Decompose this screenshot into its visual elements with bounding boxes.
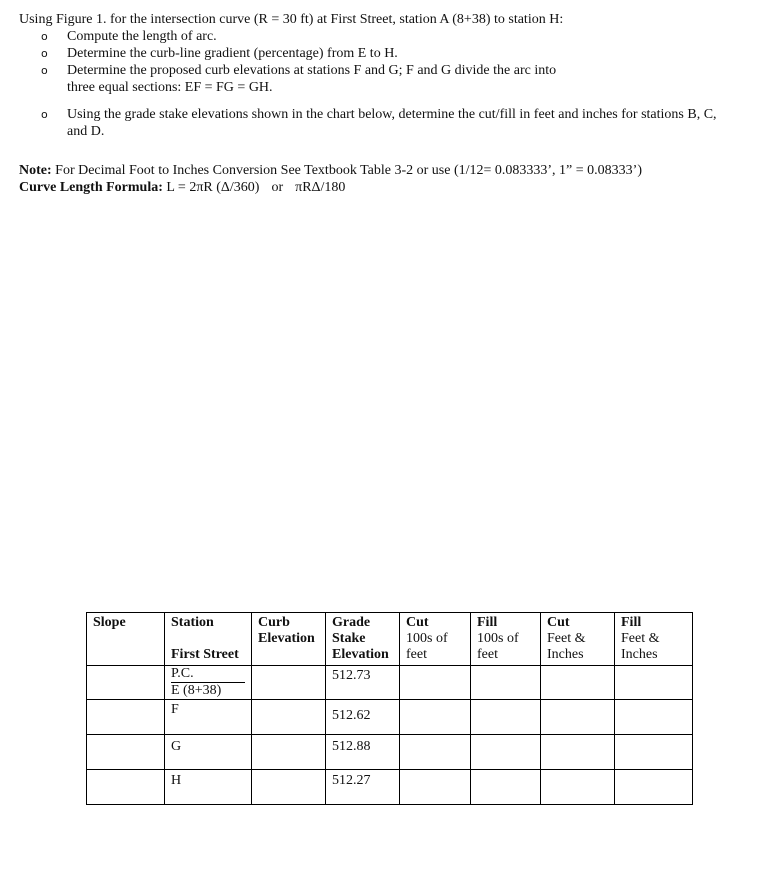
header-cut-100s: Cut 100s of feet <box>400 613 471 666</box>
table-row <box>87 735 693 770</box>
header-cut-feet-inches: Cut Feet & Inches <box>541 613 615 666</box>
curb-elevation-cell[interactable] <box>252 700 326 735</box>
note-text: For Decimal Foot to Inches Conversion See Textbook Table 3-2 or use (1/12= 0.083333’, 1” = 0.08333’) <box>55 163 642 178</box>
grade-stake-cell: 512.27 <box>326 770 400 805</box>
cut-100s-cell[interactable] <box>400 700 471 735</box>
formula-one: L = 2πR (Δ/360) <box>166 180 260 195</box>
cut-feet-inches-cell[interactable] <box>541 700 615 735</box>
fill-100s-cell[interactable] <box>471 735 541 770</box>
fill-feet-inches-cell[interactable] <box>615 700 693 735</box>
grade-stake-cell: 512.62 <box>326 700 400 735</box>
formula-or: or <box>271 180 284 195</box>
station-cell: F <box>165 700 252 735</box>
cut-100s-cell[interactable] <box>400 735 471 770</box>
header-fill-100s: Fill 100s of feet <box>471 613 541 666</box>
curve-formula <box>19 179 759 196</box>
slope-cell[interactable] <box>87 666 165 700</box>
header-grade-stake: Grade Stake Elevation <box>326 613 400 666</box>
task-item <box>19 62 759 96</box>
bullet-icon: o <box>41 64 48 77</box>
station-cell: H <box>165 770 252 805</box>
task-text-continued: three equal sections: EF = FG = GH. <box>67 80 273 95</box>
table-row <box>87 666 693 700</box>
task-text: Compute the length of arc. <box>67 29 217 44</box>
task-item <box>19 106 759 140</box>
cut-feet-inches-cell[interactable] <box>541 770 615 805</box>
header-station-street: First Street <box>171 647 239 662</box>
fill-100s-cell[interactable] <box>471 666 541 700</box>
intro-text: Using Figure 1. for the intersection curve (R = 30 ft) at First Street, station A (8+38) to station H: <box>19 12 564 27</box>
bullet-icon: o <box>41 108 48 121</box>
slope-cell[interactable] <box>87 700 165 735</box>
bullet-icon: o <box>41 30 48 43</box>
task-text-continued: and D. <box>67 124 105 139</box>
header-station: Station First Street <box>165 613 252 666</box>
task-text: Determine the curb-line gradient (percentage) from E to H. <box>67 46 398 61</box>
fill-feet-inches-cell[interactable] <box>615 735 693 770</box>
table-header-row <box>87 613 693 666</box>
curb-elevation-cell[interactable] <box>252 666 326 700</box>
grade-stake-cell: 512.73 <box>326 666 400 700</box>
table-row <box>87 700 693 735</box>
elevation-table <box>86 612 693 805</box>
cut-feet-inches-cell[interactable] <box>541 735 615 770</box>
task-item <box>19 28 759 45</box>
fill-feet-inches-cell[interactable] <box>615 666 693 700</box>
cut-100s-cell[interactable] <box>400 666 471 700</box>
header-fill-feet-inches: Fill Feet & Inches <box>615 613 693 666</box>
header-slope: Slope <box>87 613 165 666</box>
table-row <box>87 770 693 805</box>
slope-cell[interactable] <box>87 735 165 770</box>
header-curb-elevation: Curb Elevation <box>252 613 326 666</box>
formula-label: Curve Length Formula: <box>19 180 163 195</box>
grade-stake-cell: 512.88 <box>326 735 400 770</box>
station-cell: P.C. E (8+38) <box>165 666 252 700</box>
cut-100s-cell[interactable] <box>400 770 471 805</box>
bullet-icon: o <box>41 47 48 60</box>
slope-cell[interactable] <box>87 770 165 805</box>
fill-100s-cell[interactable] <box>471 700 541 735</box>
curb-elevation-cell[interactable] <box>252 735 326 770</box>
conversion-note <box>19 162 759 179</box>
fill-feet-inches-cell[interactable] <box>615 770 693 805</box>
task-text: Using the grade stake elevations shown in the chart below, determine the cut/fill in feet and inches for stations B, C, <box>67 107 717 122</box>
task-list <box>19 28 759 140</box>
curb-elevation-cell[interactable] <box>252 770 326 805</box>
note-label: Note: <box>19 163 52 178</box>
note-block <box>19 162 759 196</box>
formula-two: πRΔ/180 <box>295 180 346 195</box>
cut-feet-inches-cell[interactable] <box>541 666 615 700</box>
task-text: Determine the proposed curb elevations at stations F and G; F and G divide the arc into <box>67 63 557 78</box>
station-cell: G <box>165 735 252 770</box>
task-item <box>19 45 759 62</box>
fill-100s-cell[interactable] <box>471 770 541 805</box>
